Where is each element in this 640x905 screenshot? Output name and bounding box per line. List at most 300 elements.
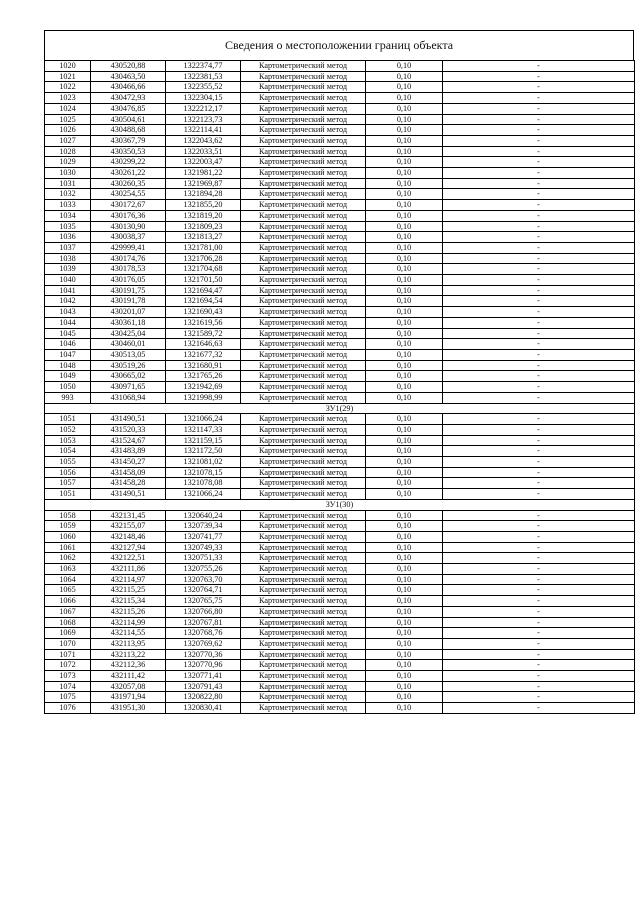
cell-y-coordinate: 1321147,33	[166, 424, 241, 435]
cell-y-coordinate: 1321704,68	[166, 264, 241, 275]
table-row	[45, 125, 635, 136]
cell-description: -	[443, 157, 635, 168]
cell-x-coordinate: 431458,09	[91, 467, 166, 478]
cell-x-coordinate: 430172,67	[91, 200, 166, 211]
cell-description: -	[443, 553, 635, 564]
cell-description: -	[443, 103, 635, 114]
cell-method: Картометрический метод	[241, 93, 366, 104]
cell-method: Картометрический метод	[241, 660, 366, 671]
table-row	[45, 542, 635, 553]
cell-method: Картометрический метод	[241, 489, 366, 500]
cell-y-coordinate: 1321701,50	[166, 275, 241, 286]
cell-method: Картометрический метод	[241, 585, 366, 596]
table-row	[45, 660, 635, 671]
cell-accuracy: 0,10	[366, 253, 443, 264]
cell-x-coordinate: 430463,50	[91, 71, 166, 82]
table-row	[45, 671, 635, 682]
cell-y-coordinate: 1321066,24	[166, 414, 241, 425]
table-row	[45, 146, 635, 157]
cell-accuracy: 0,10	[366, 703, 443, 714]
cell-y-coordinate: 1321969,87	[166, 178, 241, 189]
table-row	[45, 264, 635, 275]
cell-y-coordinate: 1321813,27	[166, 232, 241, 243]
cell-accuracy: 0,10	[366, 339, 443, 350]
cell-description: -	[443, 489, 635, 500]
cell-accuracy: 0,10	[366, 585, 443, 596]
cell-x-coordinate: 430038,37	[91, 232, 166, 243]
cell-point-number: 1065	[45, 585, 91, 596]
cell-y-coordinate: 1322114,41	[166, 125, 241, 136]
table-row	[45, 596, 635, 607]
cell-accuracy: 0,10	[366, 168, 443, 179]
table-row	[45, 242, 635, 253]
cell-description: -	[443, 596, 635, 607]
cell-accuracy: 0,10	[366, 596, 443, 607]
cell-x-coordinate: 431450,27	[91, 457, 166, 468]
cell-x-coordinate: 431490,51	[91, 414, 166, 425]
cell-description: -	[443, 360, 635, 371]
cell-method: Картометрический метод	[241, 424, 366, 435]
table-row	[45, 285, 635, 296]
cell-description: -	[443, 221, 635, 232]
cell-method: Картометрический метод	[241, 285, 366, 296]
cell-y-coordinate: 1321589,72	[166, 328, 241, 339]
cell-method: Картометрический метод	[241, 649, 366, 660]
table-row	[45, 531, 635, 542]
cell-point-number: 993	[45, 392, 91, 403]
cell-x-coordinate: 430425,04	[91, 328, 166, 339]
cell-accuracy: 0,10	[366, 542, 443, 553]
cell-y-coordinate: 1320770,36	[166, 649, 241, 660]
cell-y-coordinate: 1320749,33	[166, 542, 241, 553]
cell-accuracy: 0,10	[366, 531, 443, 542]
table-row	[45, 617, 635, 628]
table-row	[45, 392, 635, 403]
cell-x-coordinate: 430201,07	[91, 307, 166, 318]
cell-x-coordinate: 431971,94	[91, 692, 166, 703]
cell-x-coordinate: 432113,22	[91, 649, 166, 660]
table-row	[45, 435, 635, 446]
cell-accuracy: 0,10	[366, 649, 443, 660]
cell-x-coordinate: 431520,33	[91, 424, 166, 435]
cell-y-coordinate: 1321694,47	[166, 285, 241, 296]
cell-y-coordinate: 1320769,62	[166, 638, 241, 649]
cell-description: -	[443, 435, 635, 446]
cell-method: Картометрический метод	[241, 542, 366, 553]
cell-description: -	[443, 307, 635, 318]
cell-x-coordinate: 432115,25	[91, 585, 166, 596]
cell-description: -	[443, 61, 635, 72]
cell-accuracy: 0,10	[366, 606, 443, 617]
cell-x-coordinate: 430260,35	[91, 178, 166, 189]
cell-point-number: 1022	[45, 82, 91, 93]
table-row	[45, 681, 635, 692]
cell-accuracy: 0,10	[366, 232, 443, 243]
cell-accuracy: 0,10	[366, 467, 443, 478]
cell-accuracy: 0,10	[366, 510, 443, 521]
cell-method: Картометрический метод	[241, 221, 366, 232]
cell-point-number: 1041	[45, 285, 91, 296]
cell-method: Картометрический метод	[241, 178, 366, 189]
cell-y-coordinate: 1322043,62	[166, 135, 241, 146]
cell-x-coordinate: 432131,45	[91, 510, 166, 521]
cell-y-coordinate: 1320771,41	[166, 671, 241, 682]
cell-description: -	[443, 585, 635, 596]
table-row	[45, 360, 635, 371]
cell-accuracy: 0,10	[366, 210, 443, 221]
cell-x-coordinate: 430519,26	[91, 360, 166, 371]
cell-x-coordinate: 430191,75	[91, 285, 166, 296]
cell-point-number: 1052	[45, 424, 91, 435]
cell-description: -	[443, 424, 635, 435]
cell-accuracy: 0,10	[366, 296, 443, 307]
cell-method: Картометрический метод	[241, 703, 366, 714]
cell-y-coordinate: 1321694,54	[166, 296, 241, 307]
cell-description: -	[443, 692, 635, 703]
cell-method: Картометрический метод	[241, 681, 366, 692]
cell-point-number: 1021	[45, 71, 91, 82]
table-row	[45, 210, 635, 221]
cell-point-number: 1026	[45, 125, 91, 136]
cell-accuracy: 0,10	[366, 392, 443, 403]
cell-accuracy: 0,10	[366, 457, 443, 468]
cell-x-coordinate: 431458,28	[91, 478, 166, 489]
table-row	[45, 564, 635, 575]
cell-accuracy: 0,10	[366, 638, 443, 649]
cell-point-number: 1054	[45, 446, 91, 457]
cell-method: Картометрический метод	[241, 392, 366, 403]
cell-description: -	[443, 210, 635, 221]
cell-accuracy: 0,10	[366, 275, 443, 286]
cell-accuracy: 0,10	[366, 371, 443, 382]
cell-point-number: 1057	[45, 478, 91, 489]
cell-point-number: 1060	[45, 531, 91, 542]
table-row	[45, 649, 635, 660]
cell-point-number: 1029	[45, 157, 91, 168]
cell-y-coordinate: 1320765,75	[166, 596, 241, 607]
cell-y-coordinate: 1321942,69	[166, 382, 241, 393]
cell-x-coordinate: 432155,07	[91, 521, 166, 532]
cell-x-coordinate: 432111,86	[91, 564, 166, 575]
cell-description: -	[443, 371, 635, 382]
cell-x-coordinate: 430466,66	[91, 82, 166, 93]
cell-y-coordinate: 1321646,63	[166, 339, 241, 350]
cell-y-coordinate: 1321855,20	[166, 200, 241, 211]
cell-point-number: 1072	[45, 660, 91, 671]
cell-x-coordinate: 430488,68	[91, 125, 166, 136]
cell-x-coordinate: 431483,89	[91, 446, 166, 457]
cell-x-coordinate: 432113,95	[91, 638, 166, 649]
cell-description: -	[443, 275, 635, 286]
cell-y-coordinate: 1321172,50	[166, 446, 241, 457]
cell-point-number: 1024	[45, 103, 91, 114]
cell-point-number: 1059	[45, 521, 91, 532]
cell-accuracy: 0,10	[366, 478, 443, 489]
cell-point-number: 1053	[45, 435, 91, 446]
cell-point-number: 1040	[45, 275, 91, 286]
cell-accuracy: 0,10	[366, 178, 443, 189]
cell-point-number: 1050	[45, 382, 91, 393]
cell-method: Картометрический метод	[241, 638, 366, 649]
cell-y-coordinate: 1320791,43	[166, 681, 241, 692]
cell-method: Картометрический метод	[241, 135, 366, 146]
cell-description: -	[443, 531, 635, 542]
table-row	[45, 628, 635, 639]
cell-accuracy: 0,10	[366, 424, 443, 435]
cell-point-number: 1062	[45, 553, 91, 564]
cell-description: -	[443, 638, 635, 649]
cell-y-coordinate: 1321690,43	[166, 307, 241, 318]
table-row	[45, 574, 635, 585]
document-title: Сведения о местоположении границ объекта	[44, 30, 634, 60]
table-row	[45, 424, 635, 435]
cell-description: -	[443, 253, 635, 264]
cell-method: Картометрический метод	[241, 564, 366, 575]
cell-point-number: 1042	[45, 296, 91, 307]
cell-accuracy: 0,10	[366, 574, 443, 585]
table-row	[45, 606, 635, 617]
cell-method: Картометрический метод	[241, 382, 366, 393]
cell-description: -	[443, 382, 635, 393]
cell-description: -	[443, 168, 635, 179]
cell-description: -	[443, 296, 635, 307]
table-row	[45, 478, 635, 489]
cell-point-number: 1047	[45, 349, 91, 360]
cell-accuracy: 0,10	[366, 71, 443, 82]
cell-method: Картометрический метод	[241, 317, 366, 328]
cell-x-coordinate: 430472,93	[91, 93, 166, 104]
cell-method: Картометрический метод	[241, 371, 366, 382]
cell-x-coordinate: 429999,41	[91, 242, 166, 253]
cell-point-number: 1045	[45, 328, 91, 339]
cell-description: -	[443, 71, 635, 82]
cell-point-number: 1035	[45, 221, 91, 232]
cell-accuracy: 0,10	[366, 521, 443, 532]
cell-method: Картометрический метод	[241, 275, 366, 286]
cell-point-number: 1061	[45, 542, 91, 553]
cell-y-coordinate: 1321619,56	[166, 317, 241, 328]
cell-method: Картометрический метод	[241, 596, 366, 607]
table-row	[45, 135, 635, 146]
coordinates-table	[44, 60, 635, 714]
cell-method: Картометрический метод	[241, 574, 366, 585]
cell-point-number: 1051	[45, 489, 91, 500]
cell-point-number: 1049	[45, 371, 91, 382]
table-row	[45, 232, 635, 243]
cell-point-number: 1066	[45, 596, 91, 607]
cell-point-number: 1036	[45, 232, 91, 243]
cell-point-number: 1048	[45, 360, 91, 371]
cell-y-coordinate: 1320640,24	[166, 510, 241, 521]
cell-description: -	[443, 264, 635, 275]
table-row	[45, 189, 635, 200]
table-row	[45, 296, 635, 307]
cell-accuracy: 0,10	[366, 564, 443, 575]
cell-point-number: 1074	[45, 681, 91, 692]
cell-accuracy: 0,10	[366, 317, 443, 328]
cell-y-coordinate: 1320767,81	[166, 617, 241, 628]
cell-description: -	[443, 660, 635, 671]
cell-accuracy: 0,10	[366, 617, 443, 628]
cell-method: Картометрический метод	[241, 61, 366, 72]
cell-x-coordinate: 430176,36	[91, 210, 166, 221]
cell-description: -	[443, 189, 635, 200]
cell-point-number: 1058	[45, 510, 91, 521]
cell-y-coordinate: 1322374,77	[166, 61, 241, 72]
cell-description: -	[443, 349, 635, 360]
boundary-document	[44, 30, 634, 714]
cell-y-coordinate: 1320768,76	[166, 628, 241, 639]
table-row	[45, 114, 635, 125]
table-row	[45, 82, 635, 93]
cell-point-number: 1075	[45, 692, 91, 703]
cell-y-coordinate: 1320739,34	[166, 521, 241, 532]
cell-description: -	[443, 392, 635, 403]
cell-x-coordinate: 430971,65	[91, 382, 166, 393]
cell-point-number: 1023	[45, 93, 91, 104]
table-row	[45, 200, 635, 211]
cell-method: Картометрический метод	[241, 457, 366, 468]
cell-accuracy: 0,10	[366, 628, 443, 639]
cell-description: -	[443, 178, 635, 189]
cell-point-number: 1034	[45, 210, 91, 221]
table-row	[45, 553, 635, 564]
cell-accuracy: 0,10	[366, 435, 443, 446]
cell-method: Картометрический метод	[241, 446, 366, 457]
cell-description: -	[443, 703, 635, 714]
cell-method: Картометрический метод	[241, 328, 366, 339]
cell-method: Картометрический метод	[241, 232, 366, 243]
cell-point-number: 1030	[45, 168, 91, 179]
cell-x-coordinate: 430299,22	[91, 157, 166, 168]
table-row	[45, 339, 635, 350]
cell-method: Картометрический метод	[241, 606, 366, 617]
cell-x-coordinate: 432111,42	[91, 671, 166, 682]
cell-y-coordinate: 1321781,00	[166, 242, 241, 253]
cell-accuracy: 0,10	[366, 382, 443, 393]
cell-accuracy: 0,10	[366, 489, 443, 500]
cell-y-coordinate: 1321159,15	[166, 435, 241, 446]
cell-y-coordinate: 1321819,20	[166, 210, 241, 221]
cell-point-number: 1028	[45, 146, 91, 157]
cell-y-coordinate: 1320822,80	[166, 692, 241, 703]
cell-x-coordinate: 431068,94	[91, 392, 166, 403]
cell-description: -	[443, 414, 635, 425]
cell-description: -	[443, 649, 635, 660]
table-row	[45, 178, 635, 189]
cell-description: -	[443, 628, 635, 639]
cell-y-coordinate: 1321078,08	[166, 478, 241, 489]
cell-y-coordinate: 1320830,41	[166, 703, 241, 714]
cell-y-coordinate: 1321998,99	[166, 392, 241, 403]
cell-x-coordinate: 430460,01	[91, 339, 166, 350]
table-row	[45, 103, 635, 114]
cell-method: Картометрический метод	[241, 339, 366, 350]
table-row	[45, 328, 635, 339]
cell-accuracy: 0,10	[366, 553, 443, 564]
cell-y-coordinate: 1322033,51	[166, 146, 241, 157]
cell-description: -	[443, 542, 635, 553]
cell-x-coordinate: 431951,30	[91, 703, 166, 714]
cell-method: Картометрический метод	[241, 71, 366, 82]
cell-description: -	[443, 510, 635, 521]
section-label: ЗУ1(30)	[45, 499, 635, 510]
cell-point-number: 1051	[45, 414, 91, 425]
cell-x-coordinate: 430174,76	[91, 253, 166, 264]
cell-x-coordinate: 431524,67	[91, 435, 166, 446]
table-row	[45, 93, 635, 104]
cell-point-number: 1025	[45, 114, 91, 125]
cell-x-coordinate: 430130,90	[91, 221, 166, 232]
cell-accuracy: 0,10	[366, 692, 443, 703]
table-row	[45, 61, 635, 72]
cell-y-coordinate: 1321677,32	[166, 349, 241, 360]
cell-x-coordinate: 430350,53	[91, 146, 166, 157]
cell-accuracy: 0,10	[366, 61, 443, 72]
cell-x-coordinate: 430513,05	[91, 349, 166, 360]
cell-method: Картометрический метод	[241, 146, 366, 157]
cell-x-coordinate: 430665,02	[91, 371, 166, 382]
cell-description: -	[443, 200, 635, 211]
cell-accuracy: 0,10	[366, 285, 443, 296]
cell-method: Картометрический метод	[241, 553, 366, 564]
cell-y-coordinate: 1321680,91	[166, 360, 241, 371]
cell-description: -	[443, 467, 635, 478]
cell-accuracy: 0,10	[366, 349, 443, 360]
cell-point-number: 1073	[45, 671, 91, 682]
cell-method: Картометрический метод	[241, 157, 366, 168]
cell-x-coordinate: 432115,34	[91, 596, 166, 607]
cell-description: -	[443, 446, 635, 457]
cell-y-coordinate: 1320755,26	[166, 564, 241, 575]
table-row	[45, 71, 635, 82]
cell-method: Картометрический метод	[241, 242, 366, 253]
cell-description: -	[443, 328, 635, 339]
cell-accuracy: 0,10	[366, 114, 443, 125]
cell-method: Картометрический метод	[241, 253, 366, 264]
cell-y-coordinate: 1320770,96	[166, 660, 241, 671]
table-row	[45, 317, 635, 328]
cell-description: -	[443, 681, 635, 692]
cell-point-number: 1043	[45, 307, 91, 318]
cell-method: Картометрический метод	[241, 617, 366, 628]
cell-description: -	[443, 478, 635, 489]
cell-y-coordinate: 1321809,23	[166, 221, 241, 232]
cell-accuracy: 0,10	[366, 242, 443, 253]
cell-point-number: 1033	[45, 200, 91, 211]
cell-method: Картометрический метод	[241, 200, 366, 211]
cell-point-number: 1063	[45, 564, 91, 575]
cell-y-coordinate: 1321081,02	[166, 457, 241, 468]
cell-description: -	[443, 285, 635, 296]
cell-description: -	[443, 339, 635, 350]
cell-method: Картометрический метод	[241, 125, 366, 136]
cell-point-number: 1069	[45, 628, 91, 639]
cell-point-number: 1031	[45, 178, 91, 189]
table-row	[45, 692, 635, 703]
cell-accuracy: 0,10	[366, 671, 443, 682]
cell-description: -	[443, 146, 635, 157]
cell-point-number: 1064	[45, 574, 91, 585]
cell-description: -	[443, 232, 635, 243]
table-row	[45, 457, 635, 468]
cell-x-coordinate: 430178,53	[91, 264, 166, 275]
cell-y-coordinate: 1322355,52	[166, 82, 241, 93]
cell-method: Картометрический метод	[241, 692, 366, 703]
table-row	[45, 349, 635, 360]
cell-method: Картометрический метод	[241, 628, 366, 639]
cell-x-coordinate: 430176,05	[91, 275, 166, 286]
